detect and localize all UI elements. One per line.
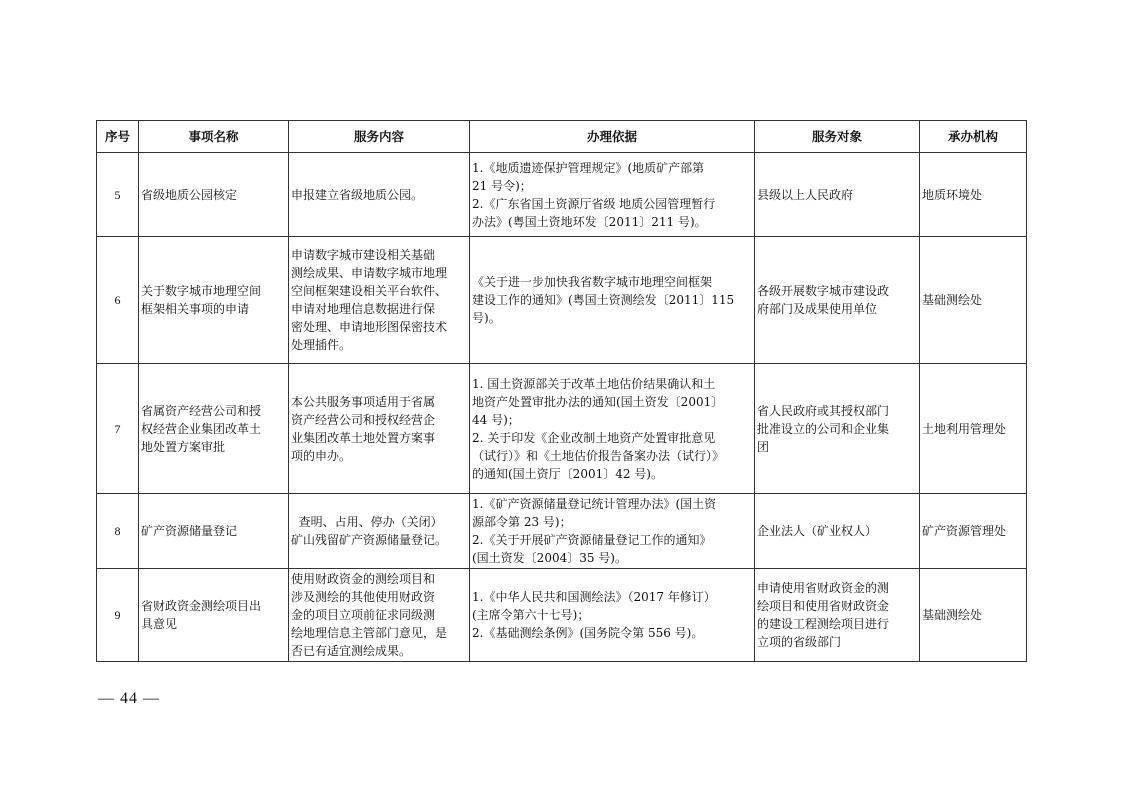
service-content-line: 申请对地理信息数据进行保 (291, 302, 436, 316)
service-content-line: 查明、占用、停办（关闭） (291, 515, 443, 529)
service-content-line: 本公共服务事项适用于省属 (291, 394, 436, 409)
legal-basis-line: 1. 国土资源部关于改革土地估价结果确认和土 (472, 376, 716, 391)
service-content-line: 测绘成果、申请数字城市地理 (291, 266, 448, 280)
service-target-line: 申请使用省财政资金的测 (757, 581, 890, 595)
legal-basis-line: 1.《矿产资源储量登记统计管理办法》(国土资 (472, 497, 717, 511)
page-number: — 44 — (98, 690, 160, 707)
legal-basis-line: (主席令第六十七号)； (472, 608, 590, 622)
service-content (289, 364, 470, 494)
service-content-line: 空间框架建设相关平台软件、 (291, 284, 448, 298)
service-target-line: 绘项目和使用省财政资金 (757, 599, 890, 613)
service-target-line: 的建设工程测绘项目进行 (757, 617, 890, 631)
handling-agency-line: 地质环境处 (922, 187, 983, 202)
service-content-line: 矿山残留矿产资源储量登记。 (291, 533, 448, 547)
service-content-line: 资产经营公司和授权经营企 (291, 412, 436, 427)
item-name-line: 权经营企业集团改革土 (141, 421, 262, 436)
header-handling-agency: 承办机构 (920, 121, 1027, 153)
service-content (289, 237, 470, 364)
service-content (289, 153, 470, 237)
legal-basis-line: 2. 关于印发《企业改制土地资产处置审批意见 (472, 430, 716, 445)
legal-basis-line: 2.《广东省国土资源厅省级 地质公园管理暂行 (472, 196, 716, 211)
item-name-line: 框架相关事项的申请 (141, 302, 250, 316)
handling-agency (920, 237, 1027, 364)
table-row (97, 494, 1027, 569)
service-target-line: 企业法人（矿业权人） (757, 524, 878, 538)
item-name (139, 569, 289, 662)
item-name-line: 地处置方案审批 (141, 439, 226, 454)
handling-agency (920, 364, 1027, 494)
item-name-line: 省属资产经营公司和授 (141, 403, 262, 418)
handling-agency (920, 569, 1027, 662)
service-target-line: 批准设立的公司和企业集 (757, 421, 890, 436)
service-target (755, 569, 920, 662)
legal-basis-line: 建设工作的通知》(粤国土资测绘发〔2011〕115 (472, 293, 735, 307)
legal-basis-line: 办法》(粤国土资地环发〔2011〕211 号)。 (472, 214, 707, 229)
service-content-line: 申报建立省级地质公园。 (291, 187, 424, 202)
table-row (97, 153, 1027, 237)
service-target-line: 立项的省级部门 (757, 635, 842, 649)
handling-agency (920, 153, 1027, 237)
service-items-table (96, 120, 1027, 662)
service-content-line: 金的项目立项前征求同级测 (291, 608, 436, 622)
legal-basis-line: 地资产处置审批办法的通知(国土资发〔2001〕 (472, 394, 724, 409)
serial-number: 7 (97, 364, 139, 494)
legal-basis-line: 源部令第 23 号)； (472, 515, 572, 529)
service-target-line: 省人民政府或其授权部门 (757, 403, 890, 418)
table-header-row (97, 121, 1027, 153)
handling-agency-line: 基础测绘处 (922, 608, 983, 622)
serial-number: 6 (97, 237, 139, 364)
legal-basis-line: 21 号令)； (472, 178, 532, 193)
service-content-line: 涉及测绘的其他使用财政资 (291, 590, 436, 604)
table-row (97, 364, 1027, 494)
table-row (97, 569, 1027, 662)
legal-basis-line: （试行）》和《土地估价报告备案办法（试行）》 (472, 448, 725, 463)
legal-basis (470, 364, 755, 494)
serial-number: 8 (97, 494, 139, 569)
service-content-line: 项的申办。 (291, 448, 352, 463)
legal-basis (470, 237, 755, 364)
service-target (755, 237, 920, 364)
header-service-content: 服务内容 (289, 121, 470, 153)
service-target (755, 364, 920, 494)
item-name (139, 494, 289, 569)
legal-basis-line: 的通知(国土资厅〔2001〕42 号)。 (472, 466, 663, 481)
header-service-target: 服务对象 (755, 121, 920, 153)
service-content-line: 否已有适宜测绘成果。 (291, 644, 412, 658)
service-content-line: 绘地理信息主管部门意见，是 (291, 626, 448, 640)
serial-number: 5 (97, 153, 139, 237)
handling-agency-line: 基础测绘处 (922, 293, 983, 307)
item-name-line: 省财政资金测绘项目出 (141, 599, 262, 613)
legal-basis-line: 1.《中华人民共和国测绘法》（2017 年修订） (472, 590, 716, 604)
service-target (755, 153, 920, 237)
service-content-line: 使用财政资金的测绘项目和 (291, 572, 436, 586)
item-name (139, 364, 289, 494)
service-content (289, 569, 470, 662)
item-name (139, 153, 289, 237)
service-content-line: 处理插件。 (291, 338, 352, 352)
legal-basis-line: (国土资发〔2004〕35 号)。 (472, 551, 627, 565)
handling-agency-line: 矿产资源管理处 (922, 524, 1007, 538)
service-content (289, 494, 470, 569)
service-content-line: 申请数字城市建设相关基础 (291, 248, 436, 262)
legal-basis-line: 号)。 (472, 311, 501, 325)
handling-agency-line: 土地利用管理处 (922, 421, 1007, 436)
legal-basis (470, 153, 755, 237)
item-name-line: 关于数字城市地理空间 (141, 284, 262, 298)
service-target-line: 县级以上人民政府 (757, 187, 854, 202)
legal-basis (470, 494, 755, 569)
legal-basis-line: 2.《关于开展矿产资源储量登记工作的通知》 (472, 533, 712, 547)
service-target-line: 各级开展数字城市建设政 (757, 284, 890, 298)
item-name (139, 237, 289, 364)
legal-basis-line: 《关于进一步加快我省数字城市地理空间框架 (472, 275, 713, 289)
legal-basis-line: 44 号)； (472, 412, 520, 427)
legal-basis (470, 569, 755, 662)
item-name-line: 省级地质公园核定 (141, 187, 238, 202)
service-content-line: 业集团改革土地处置方案事 (291, 430, 436, 445)
header-legal-basis: 办理依据 (470, 121, 755, 153)
item-name-line: 矿产资源储量登记 (141, 524, 238, 538)
service-content-line: 密处理、申请地形图保密技术 (291, 320, 448, 334)
legal-basis-line: 2.《基础测绘条例》(国务院令第 556 号)。 (472, 626, 704, 640)
serial-number: 9 (97, 569, 139, 662)
handling-agency (920, 494, 1027, 569)
table-row (97, 237, 1027, 364)
item-name-line: 具意见 (141, 617, 178, 631)
service-target-line: 团 (757, 439, 770, 454)
header-serial-number: 序号 (97, 121, 139, 153)
header-item-name: 事项名称 (139, 121, 289, 153)
service-target (755, 494, 920, 569)
legal-basis-line: 1.《地质遗迹保护管理规定》(地质矿产部第 (472, 160, 705, 175)
service-target-line: 府部门及成果使用单位 (757, 302, 878, 316)
